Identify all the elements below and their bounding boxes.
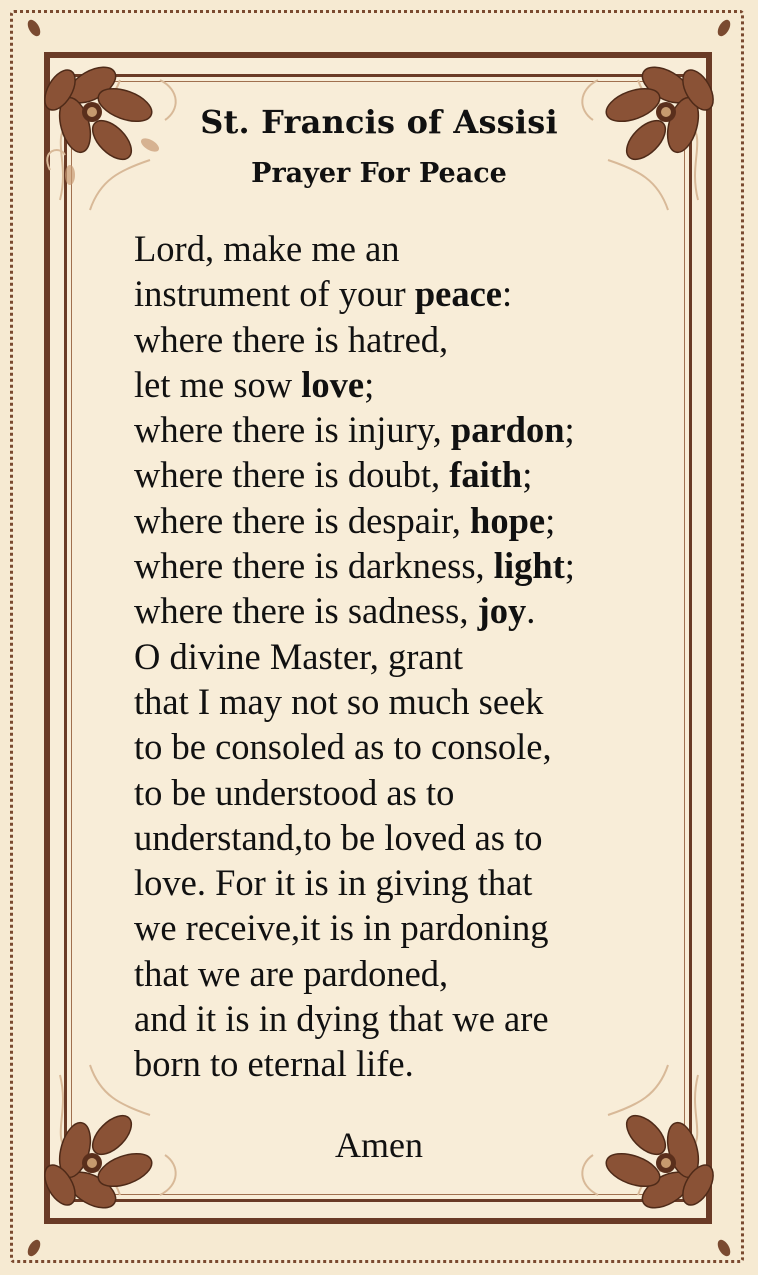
flourish-icon: [706, 16, 736, 46]
prayer-line: [134, 498, 575, 543]
prayer-punctuation: ;: [522, 454, 533, 496]
prayer-title: St. Francis of Assisi: [200, 103, 558, 141]
prayer-line: [134, 770, 575, 815]
prayer-line-text: to be understood as to: [134, 771, 455, 813]
flourish-icon: [22, 16, 52, 46]
prayer-keyword: peace: [414, 273, 502, 315]
prayer-line-text: where there is hatred,: [134, 318, 449, 360]
prayer-line-text: let me sow: [134, 363, 302, 405]
prayer-line-text: that I may not so much seek: [134, 680, 544, 722]
prayer-keyword: joy: [477, 590, 527, 632]
prayer-line-text: where there is despair,: [134, 499, 471, 541]
prayer-subtitle: Prayer For Peace: [251, 158, 507, 189]
prayer-line: [134, 317, 575, 362]
prayer-line-text: love. For it is in giving that: [134, 862, 533, 904]
prayer-line-text: Lord, make me an: [134, 228, 400, 269]
prayer-line-text: born to eternal life.: [134, 1043, 414, 1085]
prayer-keyword: love: [301, 363, 365, 405]
prayer-line: [134, 634, 575, 679]
prayer-keyword: hope: [470, 499, 546, 541]
prayer-punctuation: ;: [545, 499, 556, 541]
prayer-line-text: where there is doubt,: [134, 454, 450, 496]
prayer-keyword: light: [493, 545, 565, 587]
prayer-line: [134, 996, 575, 1041]
prayer-punctuation: .: [526, 590, 536, 632]
prayer-line: [134, 679, 575, 724]
prayer-line-text: instrument of your: [134, 273, 415, 315]
prayer-line: [134, 860, 575, 905]
prayer-line-text: where there is sadness,: [134, 590, 478, 632]
prayer-line: [134, 362, 575, 407]
flourish-icon: [22, 1230, 52, 1260]
prayer-punctuation: ;: [564, 409, 575, 451]
prayer-line: [134, 271, 575, 316]
prayer-keyword: pardon: [450, 409, 565, 451]
prayer-text: [134, 226, 575, 1087]
prayer-line: [134, 951, 575, 996]
prayer-line-text: understand,to be loved as to: [134, 816, 543, 858]
prayer-line: [134, 815, 575, 860]
prayer-line-text: we receive,it is in pardoning: [134, 907, 549, 949]
prayer-line: [134, 407, 575, 452]
prayer-line-text: to be consoled as to console,: [134, 726, 552, 768]
prayer-closing: Amen: [335, 1125, 423, 1165]
prayer-line: [134, 588, 575, 633]
prayer-line: [134, 226, 575, 271]
prayer-line: [134, 1041, 575, 1086]
prayer-line-text: where there is injury,: [134, 409, 451, 451]
prayer-line-text: that we are pardoned,: [134, 952, 449, 994]
prayer-line: [134, 543, 575, 588]
prayer-keyword: faith: [449, 454, 523, 496]
prayer-punctuation: ;: [564, 545, 575, 587]
flourish-icon: [706, 1230, 736, 1260]
prayer-line-text: and it is in dying that we are: [134, 998, 549, 1040]
prayer-line-text: where there is darkness,: [134, 545, 494, 587]
prayer-line: [134, 452, 575, 497]
prayer-line: [134, 724, 575, 769]
prayer-punctuation: ;: [364, 363, 375, 405]
prayer-line-text: O divine Master, grant: [134, 635, 463, 677]
prayer-punctuation: :: [501, 273, 513, 315]
prayer-line: [134, 905, 575, 950]
